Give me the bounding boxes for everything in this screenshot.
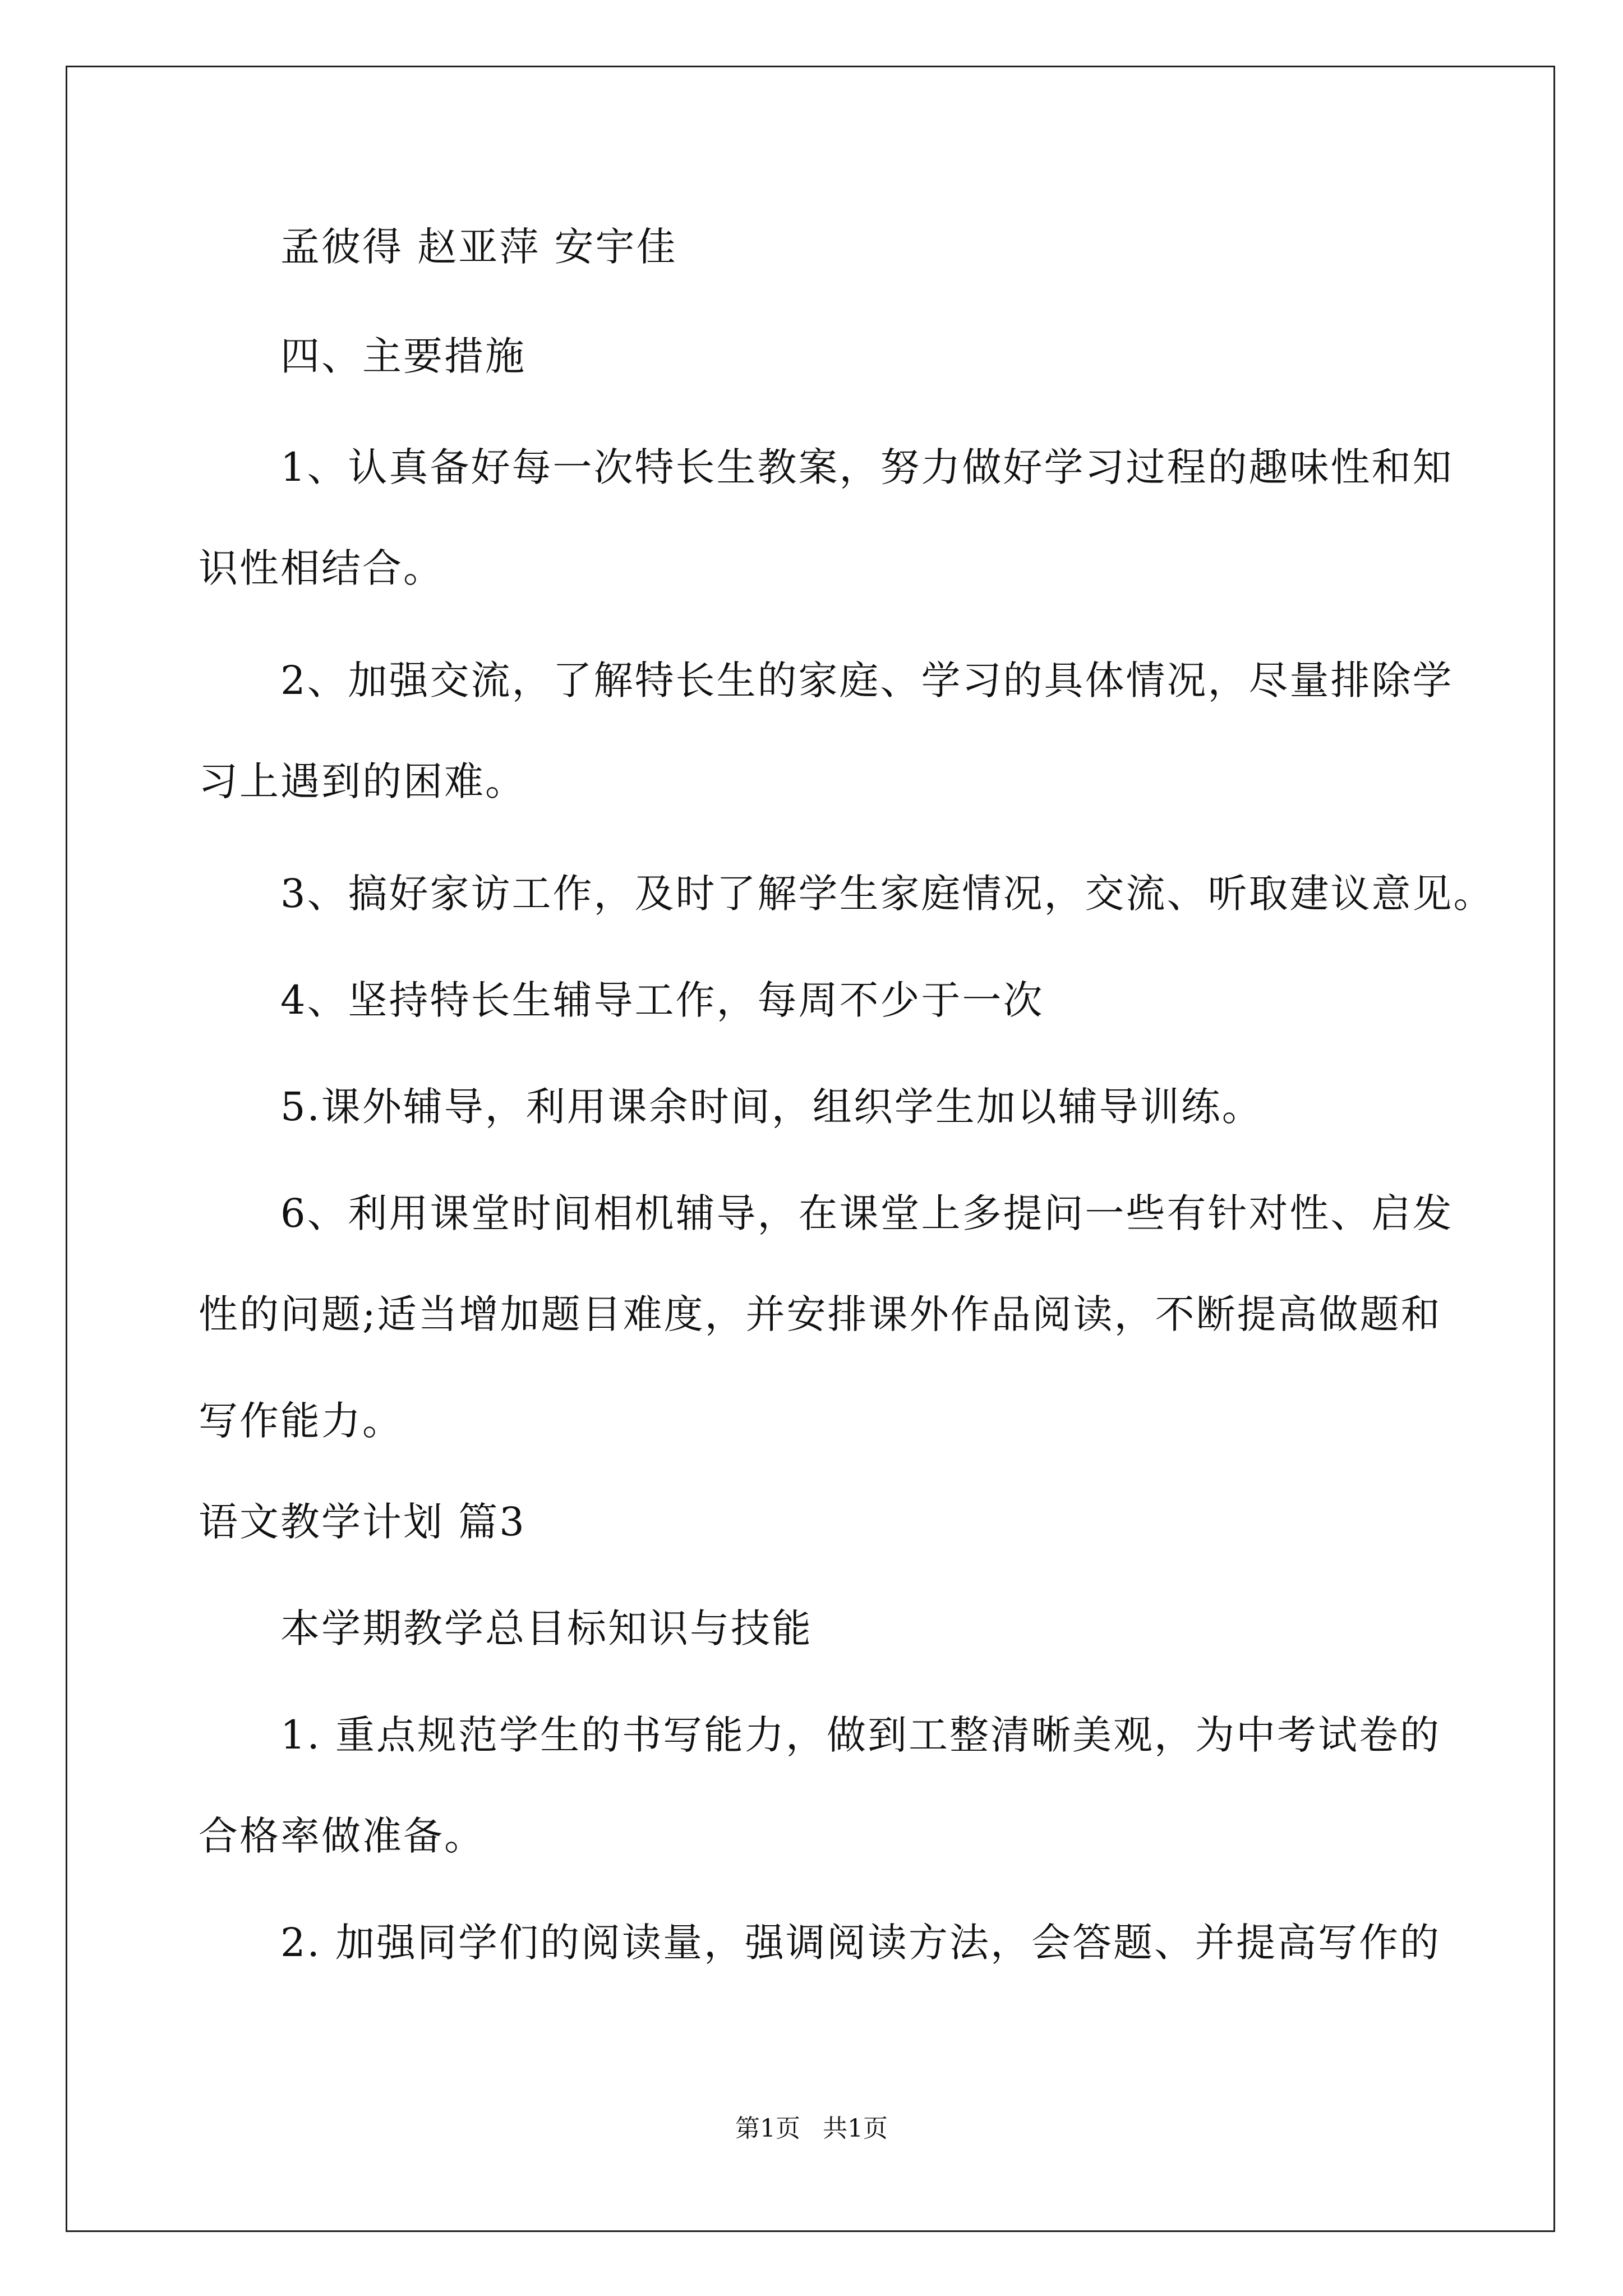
text-line: 孟彼得 赵亚萍 安宇佳: [280, 224, 677, 270]
page-border: [66, 66, 1555, 2232]
text-line: 合格率做准备。: [199, 1813, 485, 1859]
text-line: 识性相结合。: [199, 545, 444, 591]
text-line: 习上遇到的困难。: [199, 758, 526, 804]
page-total: 共1页: [823, 2114, 888, 2143]
text-line: 2. 加强同学们的阅读量，强调阅读方法，会答题、并提高写作的: [280, 1920, 1441, 1966]
page-number: 第1页: [735, 2114, 800, 2143]
text-line: 写作能力。: [199, 1398, 403, 1444]
text-line: 4、坚持特长生辅导工作，每周不少于一次: [280, 977, 1044, 1023]
text-line: 2、加强交流，了解特长生的家庭、学习的具体情况，尽量排除学: [280, 657, 1454, 703]
text-line: 3、搞好家访工作，及时了解学生家庭情况，交流、听取建议意见。: [280, 871, 1495, 917]
text-line: 5.课外辅导，利用课余时间，组织学生加以辅导训练。: [280, 1084, 1263, 1130]
text-line: 6、利用课堂时间相机辅导，在课堂上多提问一些有针对性、启发: [280, 1190, 1454, 1236]
page-footer: [0, 2112, 1623, 2146]
text-line: 性的问题;适当增加题目难度，并安排课外作品阅读，不断提高做题和: [199, 1291, 1442, 1337]
section-heading: 四、主要措施: [280, 333, 526, 379]
text-line: 1、认真备好每一次特长生教案，努力做好学习过程的趣味性和知: [280, 444, 1454, 490]
text-line: 1. 重点规范学生的书写能力，做到工整清晰美观，为中考试卷的: [280, 1712, 1441, 1758]
section-title: 语文教学计划 篇3: [199, 1499, 526, 1545]
text-line: 本学期教学总目标知识与技能: [280, 1605, 813, 1651]
